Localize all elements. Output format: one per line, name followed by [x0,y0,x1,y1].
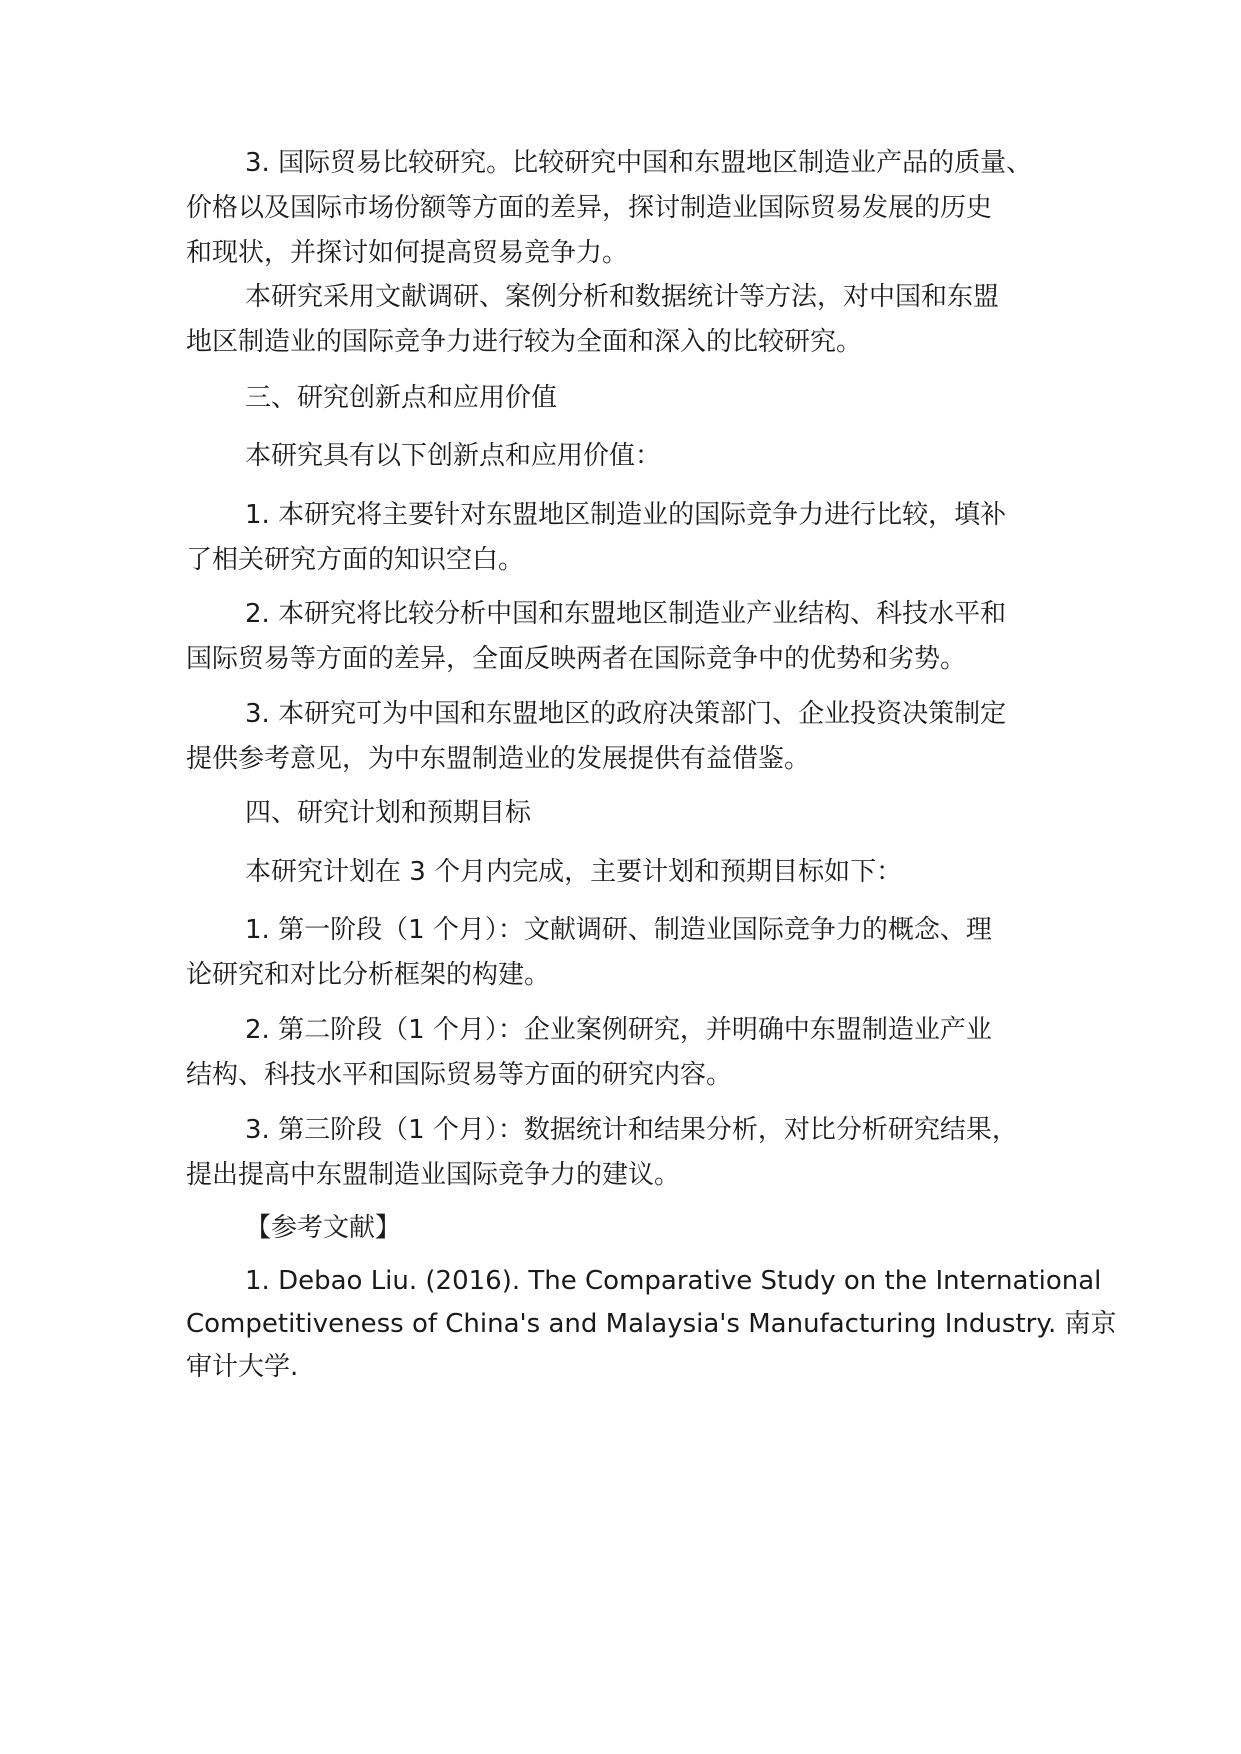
text-line: 论研究和对比分析框架的构建。 [186,960,551,990]
text-line: 1. Debao Liu. (2016). The Comparative Study on the International [245,1266,1102,1296]
paragraph-methods [186,275,999,365]
text-line: 提供参考意见，为中东盟制造业的发展提供有益借鉴。 [186,744,811,774]
section-heading-plan [186,791,531,836]
text-line: 审计大学. [186,1352,299,1382]
text-line: 了相关研究方面的知识空白。 [186,545,525,575]
text-line: 国际贸易等方面的差异，全面反映两者在国际竞争中的优势和劣势。 [186,644,967,674]
section-heading: 四、研究计划和预期目标 [245,798,532,828]
text-line: 3. 国际贸易比较研究。比较研究中国和东盟地区制造业产品的质量、 [245,148,1033,178]
section-heading: 【参考文献】 [245,1213,402,1243]
paragraph-plan-stage-1 [186,908,992,998]
paragraph-plan-stage-2 [186,1008,992,1098]
section-heading-innovation [186,376,557,421]
text-line: 地区制造业的国际竞争力进行较为全面和深入的比较研究。 [186,327,863,357]
text-line: 本研究采用文献调研、案例分析和数据统计等方法，对中国和东盟 [245,282,1000,312]
text-line: 本研究计划在 3 个月内完成，主要计划和预期目标如下： [245,857,903,887]
text-line: 1. 本研究将主要针对东盟地区制造业的国际竞争力进行比较，填补 [245,500,1007,530]
text-line: 2. 第二阶段（1 个月）：企业案例研究，并明确中东盟制造业产业 [245,1015,992,1045]
text-line: 1. 第一阶段（1 个月）：文献调研、制造业国际竞争力的概念、理 [245,915,992,945]
paragraph-plan-stage-3 [186,1108,1018,1198]
section-heading: 三、研究创新点和应用价值 [245,383,558,413]
text-line: 2. 本研究将比较分析中国和东盟地区制造业产业结构、科技水平和 [245,599,1007,629]
reference-entry-1 [186,1260,1117,1389]
text-line: 和现状，并探讨如何提高贸易竞争力。 [186,238,629,268]
paragraph-innovation-2 [186,592,1006,682]
paragraph-innovation-intro [186,434,661,479]
paragraph-plan-intro [186,850,902,895]
paragraph-innovation-1 [186,493,1006,583]
text-line: 3. 第三阶段（1 个月）：数据统计和结果分析，对比分析研究结果， [245,1115,1018,1145]
text-line: Competitiveness of China's and Malaysia's Manufacturing Industry. 南京 [186,1309,1117,1339]
text-line: 提出提高中东盟制造业国际竞争力的建议。 [186,1160,681,1190]
text-line: 本研究具有以下创新点和应用价值： [245,441,662,471]
paragraph-innovation-3 [186,692,1006,782]
section-heading-references [186,1206,401,1251]
text-line: 3. 本研究可为中国和东盟地区的政府决策部门、企业投资决策制定 [245,699,1007,729]
paragraph-research-content-3 [186,141,1032,276]
text-line: 价格以及国际市场份额等方面的差异，探讨制造业国际贸易发展的历史 [186,193,993,223]
text-line: 结构、科技水平和国际贸易等方面的研究内容。 [186,1060,733,1090]
